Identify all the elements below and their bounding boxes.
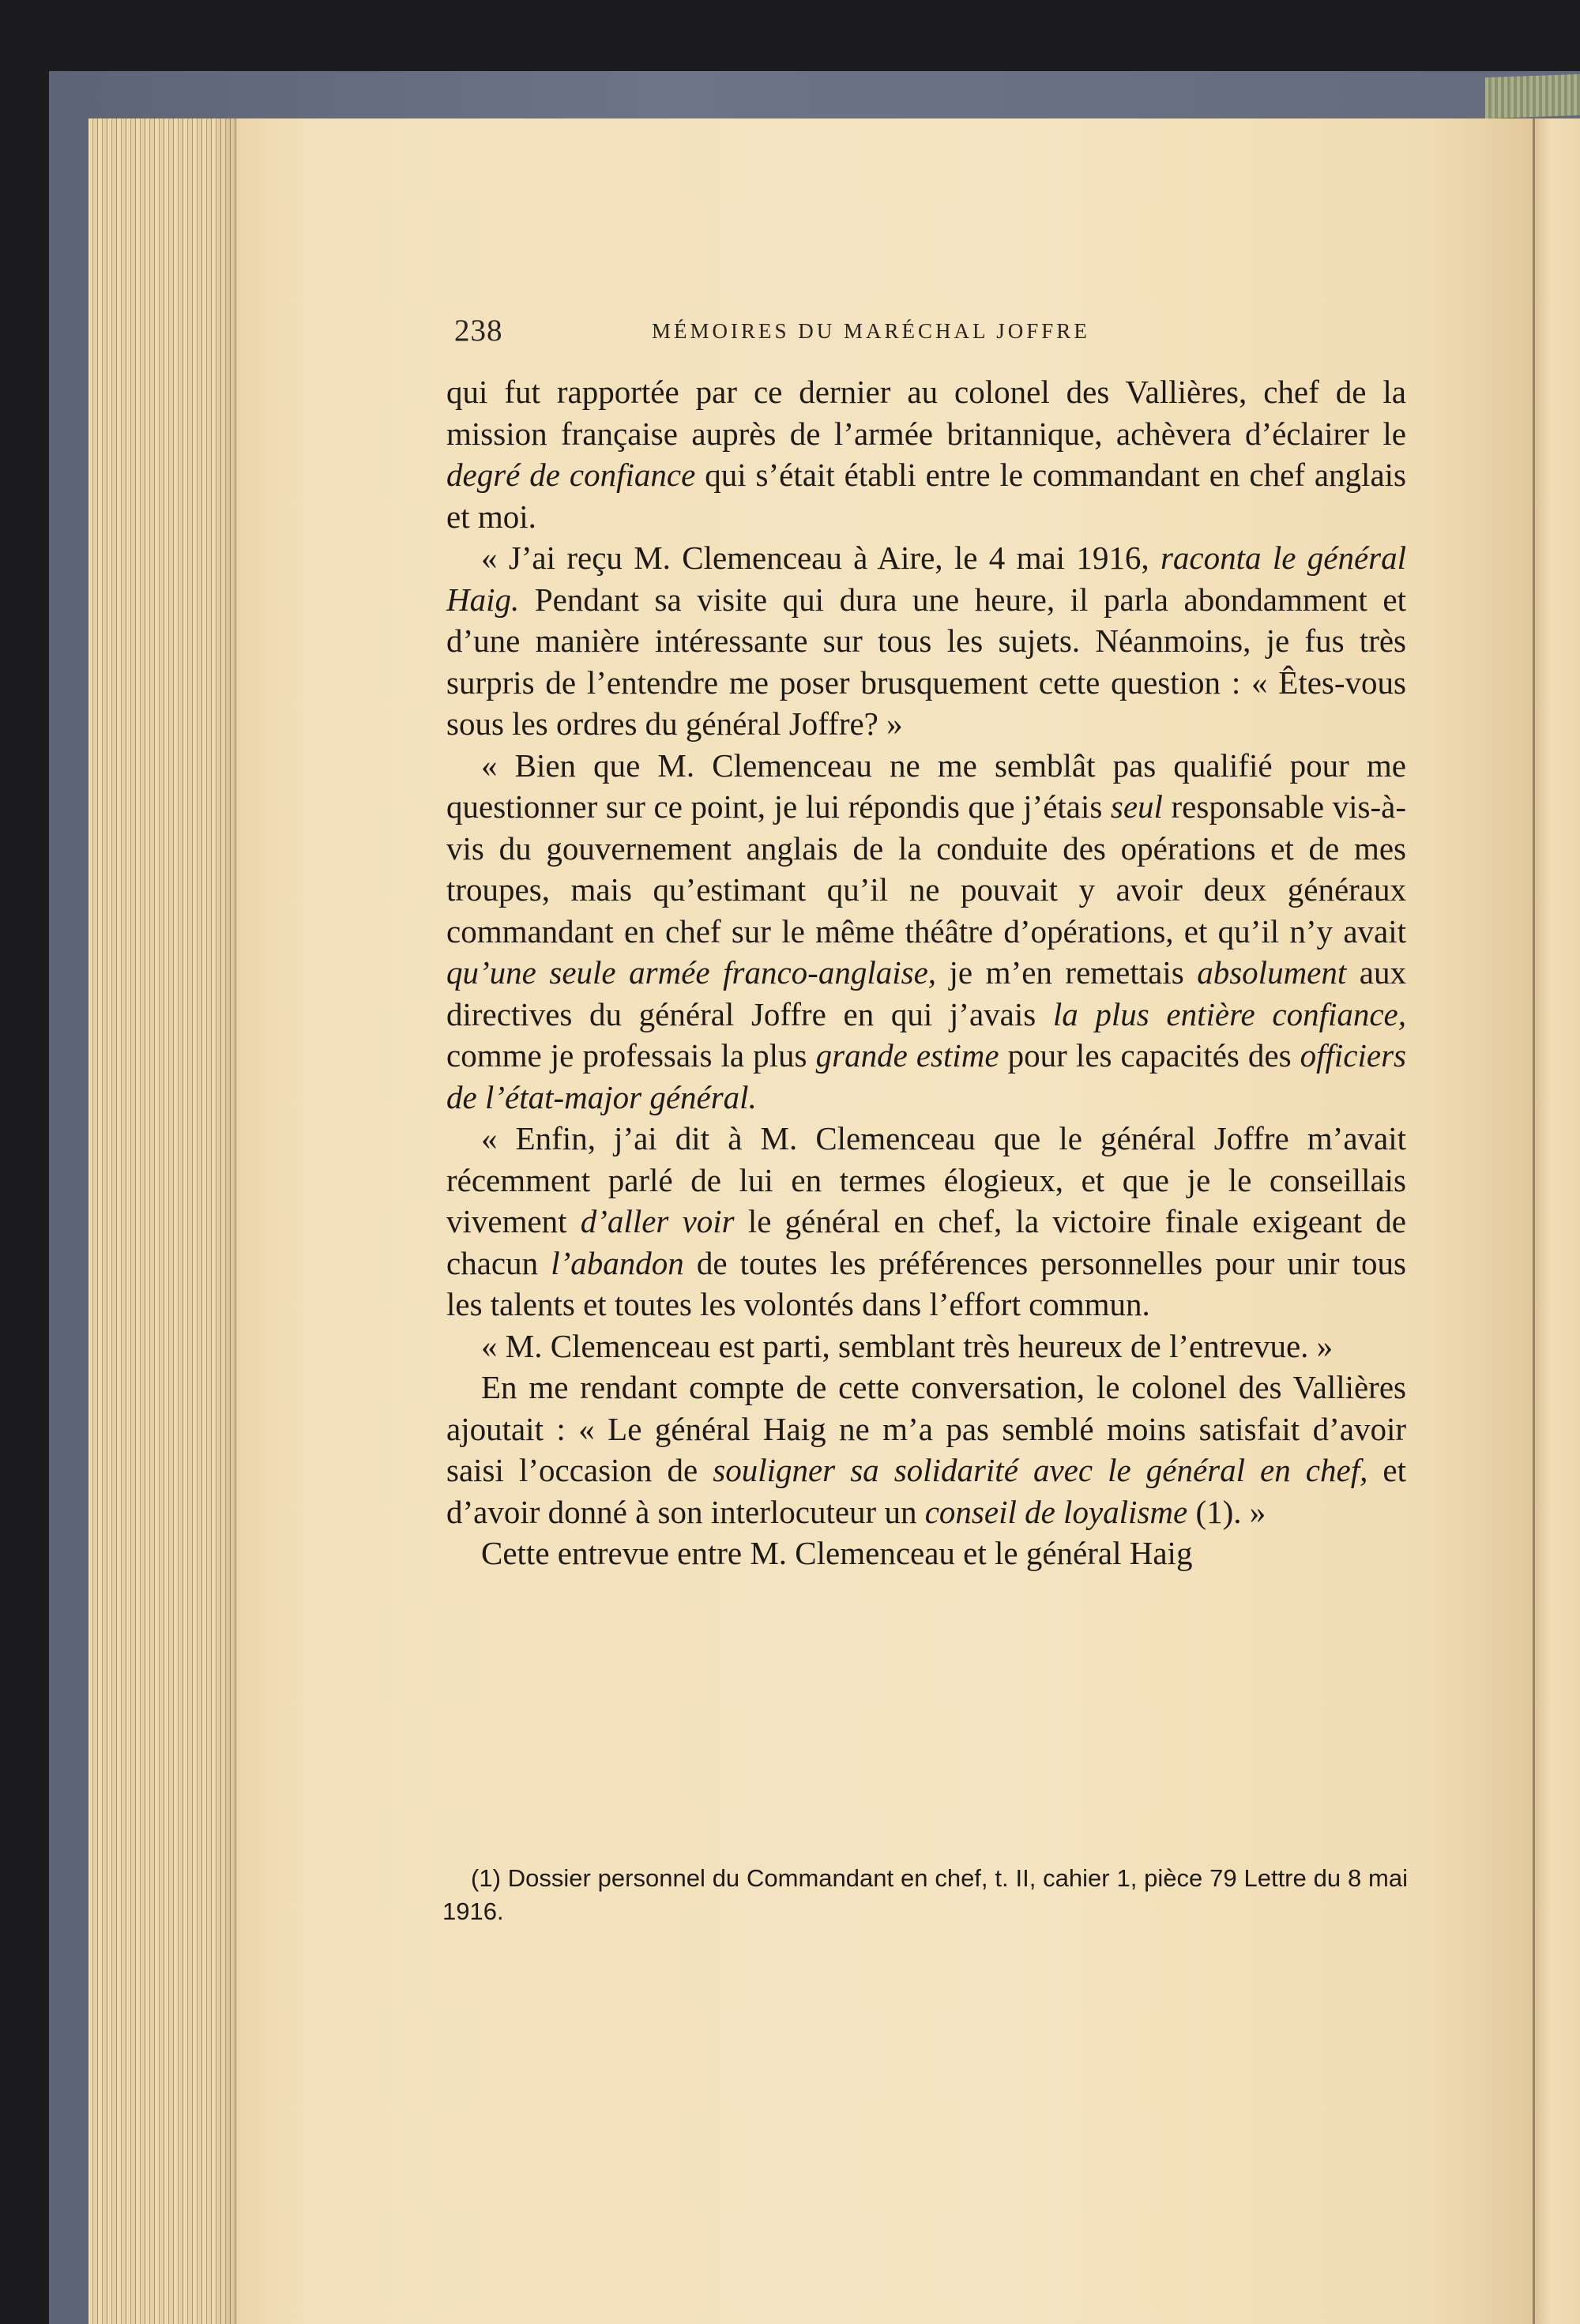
italic-span: qu’une seule armée franco-anglaise, — [446, 954, 937, 991]
italic-span: conseil de loyalisme — [924, 1493, 1188, 1530]
book-headband — [1485, 74, 1580, 118]
italic-span: degré de confiance — [446, 457, 696, 493]
paragraph-5: « M. Clemenceau est parti, semblant très heureux de l’entrevue. » — [481, 1327, 1334, 1364]
text-span: (1). » — [1187, 1493, 1266, 1530]
text-span: En me rendant compte de cette conversation, le colonel des Vallières ajoutait : « Le général Haig ne m’a pas semblé moins satisfait d’avoir saisi l’occasion de — [446, 1369, 1406, 1488]
text-span: le général en chef, la victoire finale exigeant de chacun — [446, 1203, 1406, 1281]
italic-span: raconta le général Haig. — [446, 540, 1406, 618]
italic-span: d’aller voir — [580, 1203, 735, 1239]
text-span: pour les capacités des — [999, 1037, 1300, 1074]
next-page-edge — [1533, 118, 1580, 2324]
paragraph-1 — [446, 371, 1406, 537]
italic-span: absolument — [1197, 954, 1347, 991]
text-span: qui fut rapportée par ce dernier au colonel des Vallières, chef de la mission française auprès de l’armée britannique, achèvera d’éclairer le — [446, 374, 1406, 452]
running-title: MÉMOIRES DU MARÉCHAL JOFFRE — [652, 319, 1090, 343]
italic-span: seul — [1110, 788, 1163, 825]
paragraph-2 — [446, 537, 1406, 745]
text-span: et d’avoir donné à son interlocuteur un — [446, 1452, 1406, 1530]
paragraph-6 — [446, 1367, 1406, 1532]
gutter-line — [1533, 118, 1535, 2324]
text-span: « Enfin, j’ai dit à M. Clemenceau que le général Joffre m’avait récemment parlé de lui en termes élogieux, et que je le conseillais vivement — [446, 1120, 1406, 1239]
text-span: responsable vis-à-vis du gouvernement anglais de la conduite des opérations et de mes troupes, mais qu’estimant qu’il ne pouvait y avoir deux généraux commandant en chef sur le même théâtre d’opérations, et qu’il n’y avait — [446, 788, 1406, 950]
paragraph-7: Cette entrevue entre M. Clemenceau et le général Haig — [481, 1535, 1193, 1571]
text-span: je m’en remettais — [936, 954, 1198, 991]
text-span: qui s’était établi entre le commandant en chef anglais et moi. — [446, 457, 1406, 535]
body-text — [446, 371, 1406, 1574]
footnote-text: (1) Dossier personnel du Commandant en chef, t. II, cahier 1, pièce 79 Lettre du 8 mai 1916. — [442, 1864, 1408, 1925]
text-span: comme je professais la plus — [446, 1037, 816, 1074]
italic-span: l’abandon — [551, 1244, 684, 1281]
paragraph-4 — [446, 1118, 1406, 1326]
paragraph-3 — [446, 745, 1406, 1119]
footnote — [442, 1862, 1408, 1928]
italic-span: officiers de l’état-major général. — [446, 1037, 1406, 1115]
text-span: Pendant sa visite qui dura une heure, il parla abondamment et d’une manière intéressante sur tous les sujets. Néanmoins, je fus très surpris de l’entendre me poser brusquement cette question : « Êtes-vous sous les ordres du général Joffre? » — [446, 581, 1406, 742]
italic-span: souligner sa solidarité avec le général en chef, — [713, 1452, 1368, 1488]
page-edges — [88, 118, 246, 2324]
text-span: « Bien que M. Clemenceau ne me semblât pas qualifié pour me questionner sur ce point, je lui répondis que j’étais — [446, 746, 1406, 825]
text-span: de toutes les préférences personnelles pour unir tous les talents et toutes les volontés dans l’effort commun. — [446, 1244, 1406, 1322]
italic-span: grande estime — [815, 1037, 999, 1074]
italic-span: la plus entière confiance, — [1052, 995, 1406, 1032]
page-number: 238 — [454, 314, 503, 348]
text-span: aux directives du général Joffre en qui j’avais — [446, 954, 1406, 1032]
text-span: « J’ai reçu M. Clemenceau à Aire, le 4 mai 1916, — [481, 540, 1161, 576]
